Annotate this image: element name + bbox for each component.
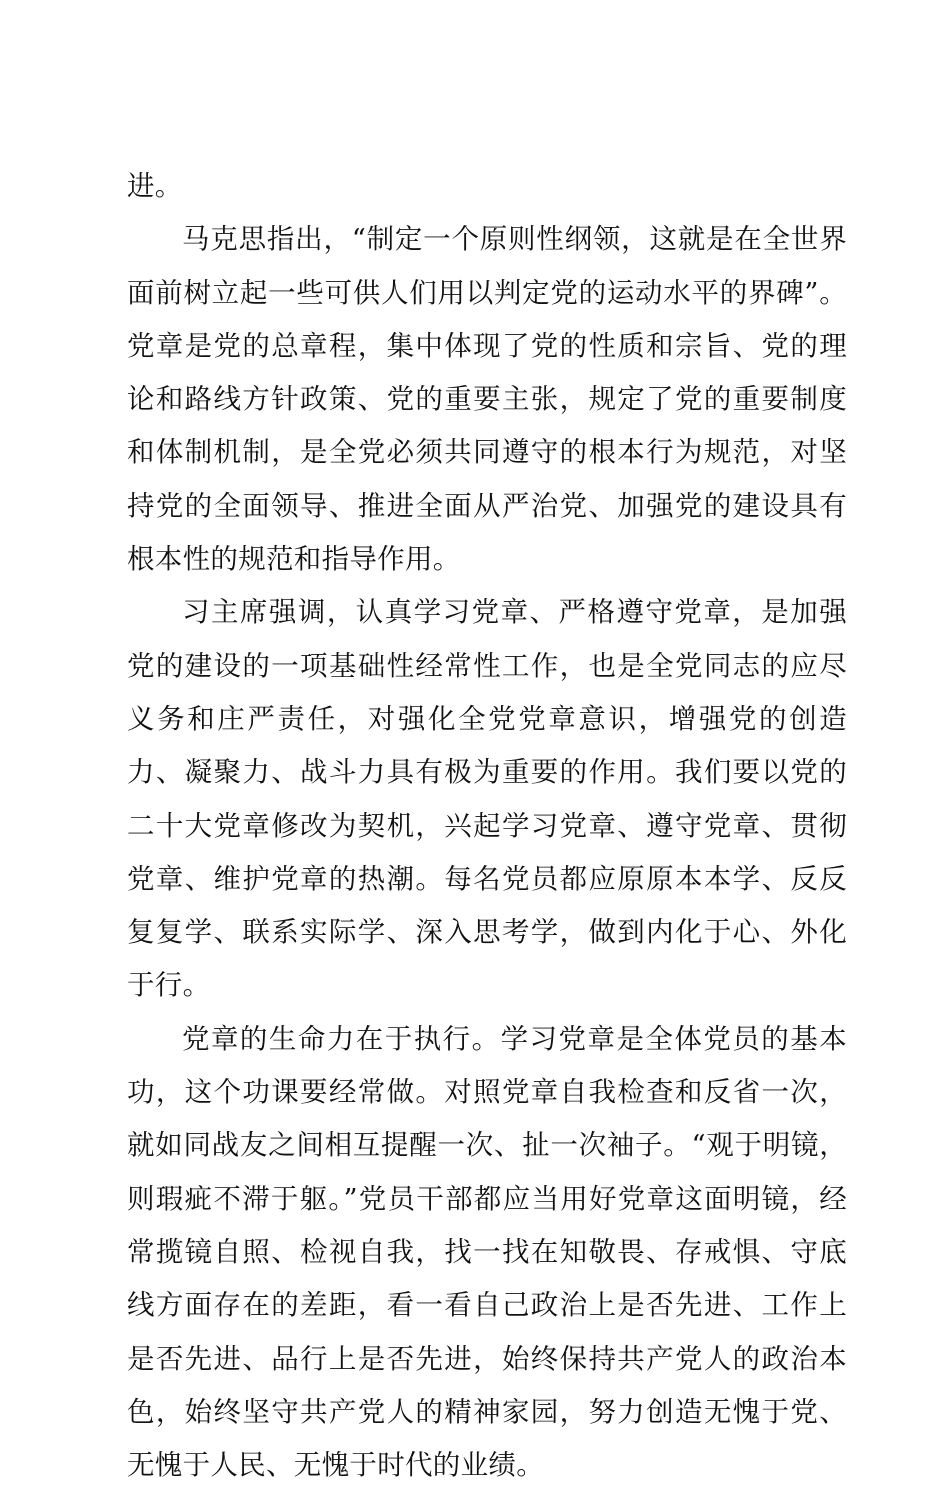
paragraph-execution: 党章的生命力在于执行。学习党章是全体党员的基本功，这个功课要经常做。对照党章自我检查和反省一次，就如同战友之间相互提醒一次、扯一次袖子。“观于明镜，则瑕疵不滞于躯。”党员干部都应当用好党章这面明镜，经常揽镜自照、检视自我，找一找在知敬畏、存戒惧、守底线方面存在的差距，看一看自己政治上是否先进、工作上是否先进、品行上是否先进，始终保持共产党人的政治本色，始终坚守共产党人的精神家园，努力创造无愧于党、无愧于人民、无愧于时代的业绩。 <box>127 1022 847 1482</box>
paragraph-continuation: 进。 <box>127 170 183 202</box>
body-text <box>127 160 847 1492</box>
paragraph-marx-quote: 马克思指出，“制定一个原则性纲领，这就是在全世界面前树立起一些可供人们用以判定党的运动水平的界碑”。党章是党的总章程，集中体现了党的性质和宗旨、党的理论和路线方针政策、党的重要主张，规定了党的重要制度和体制机制，是全党必须共同遵守的根本行为规范，对坚持党的全面领导、推进全面从严治党、加强党的建设具有根本性的规范和指导作用。 <box>127 223 847 576</box>
paragraph-chairman-emphasis: 习主席强调，认真学习党章、严格遵守党章，是加强党的建设的一项基础性经常性工作，也是全党同志的应尽义务和庄严责任，对强化全党党章意识，增强党的创造力、凝聚力、战斗力具有极为重要的作用。我们要以党的二十大党章修改为契机，兴起学习党章、遵守党章、贯彻党章、维护党章的热潮。每名党员都应原原本本学、反反复复学、联系实际学、深入思考学，做到内化于心、外化于行。 <box>127 596 847 1002</box>
